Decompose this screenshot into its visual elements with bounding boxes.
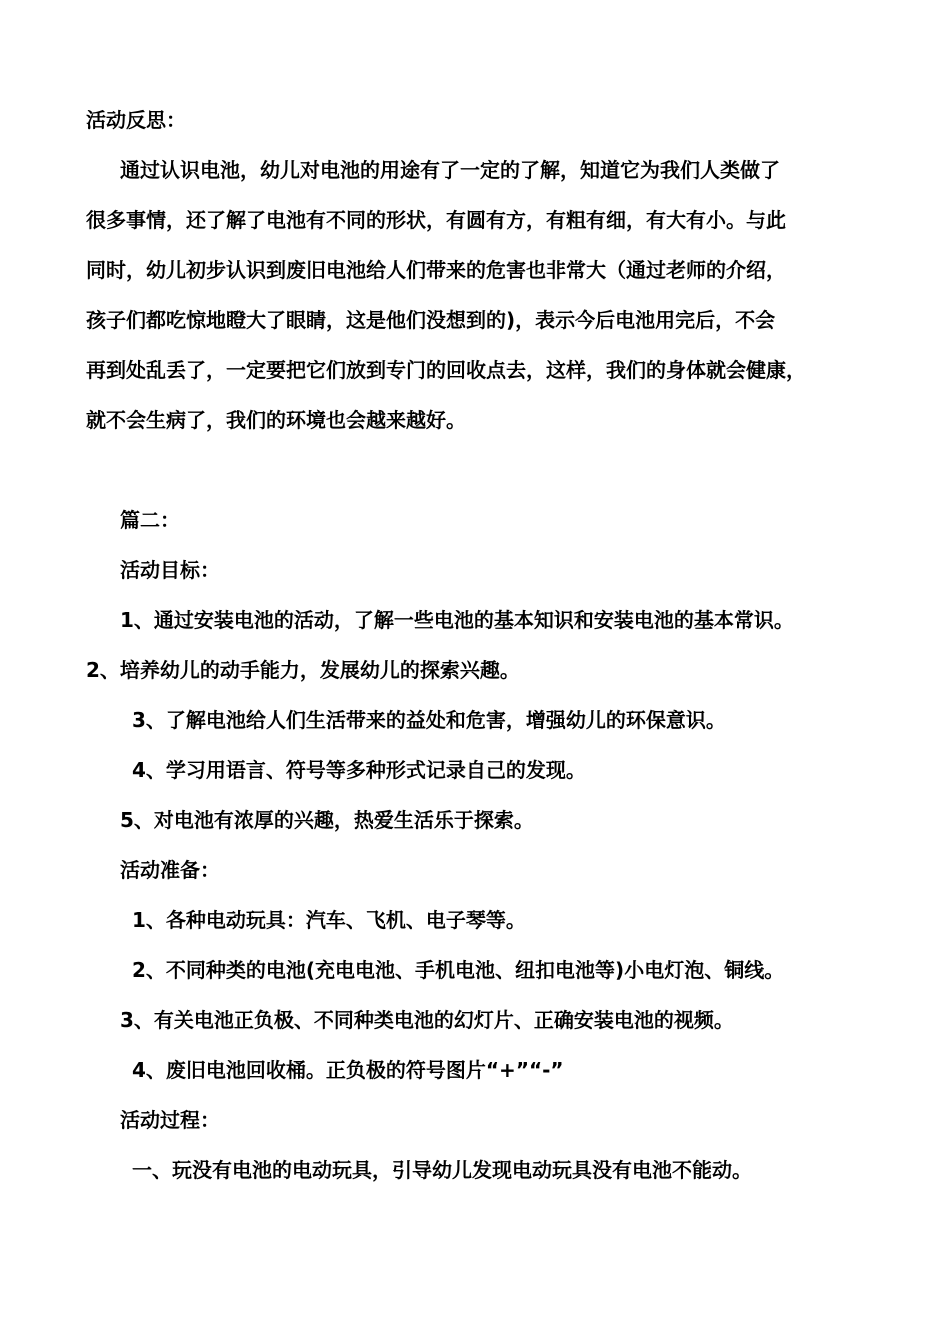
process-heading: 活动过程：	[120, 1108, 220, 1132]
reflection-line-1: 通过认识电池，幼儿对电池的用途有了一定的了解，知道它为我们人类做了	[120, 158, 780, 182]
goal-item-5: 5、对电池有浓厚的兴趣，热爱生活乐于探索。	[120, 808, 534, 832]
preparation-heading: 活动准备：	[120, 858, 220, 882]
goal-item-1: 1、通过安装电池的活动，了解一些电池的基本知识和安装电池的基本常识。	[120, 608, 794, 632]
reflection-line-3: 同时，幼儿初步认识到废旧电池给人们带来的危害也非常大（通过老师的介绍，	[86, 258, 786, 282]
goal-item-2: 2、培养幼儿的动手能力，发展幼儿的探索兴趣。	[86, 658, 520, 682]
preparation-item-3: 3、有关电池正负极、不同种类电池的幻灯片、正确安装电池的视频。	[120, 1008, 734, 1032]
preparation-item-1: 1、各种电动玩具：汽车、飞机、电子琴等。	[132, 908, 526, 932]
reflection-line-5: 再到处乱丢了，一定要把它们放到专门的回收点去，这样，我们的身体就会健康，	[86, 358, 806, 382]
reflection-line-4: 孩子们都吃惊地瞪大了眼睛，这是他们没想到的)，表示今后电池用完后，不会	[86, 308, 776, 332]
preparation-item-2: 2、不同种类的电池(充电电池、手机电池、纽扣电池等)小电灯泡、铜线。	[132, 958, 785, 982]
preparation-item-4: 4、废旧电池回收桶。正负极的符号图片“+”“-”	[132, 1058, 564, 1082]
part-two-title: 篇二：	[120, 508, 180, 532]
goals-heading: 活动目标：	[120, 558, 220, 582]
reflection-line-6: 就不会生病了，我们的环境也会越来越好。	[86, 408, 466, 432]
goal-item-4: 4、学习用语言、符号等多种形式记录自己的发现。	[132, 758, 586, 782]
goal-item-3: 3、了解电池给人们生活带来的益处和危害，增强幼儿的环保意识。	[132, 708, 726, 732]
process-item-1: 一、玩没有电池的电动玩具，引导幼儿发现电动玩具没有电池不能动。	[132, 1158, 752, 1182]
reflection-line-2: 很多事情，还了解了电池有不同的形状，有圆有方，有粗有细，有大有小。与此	[86, 208, 786, 232]
reflection-heading: 活动反思：	[86, 108, 186, 132]
